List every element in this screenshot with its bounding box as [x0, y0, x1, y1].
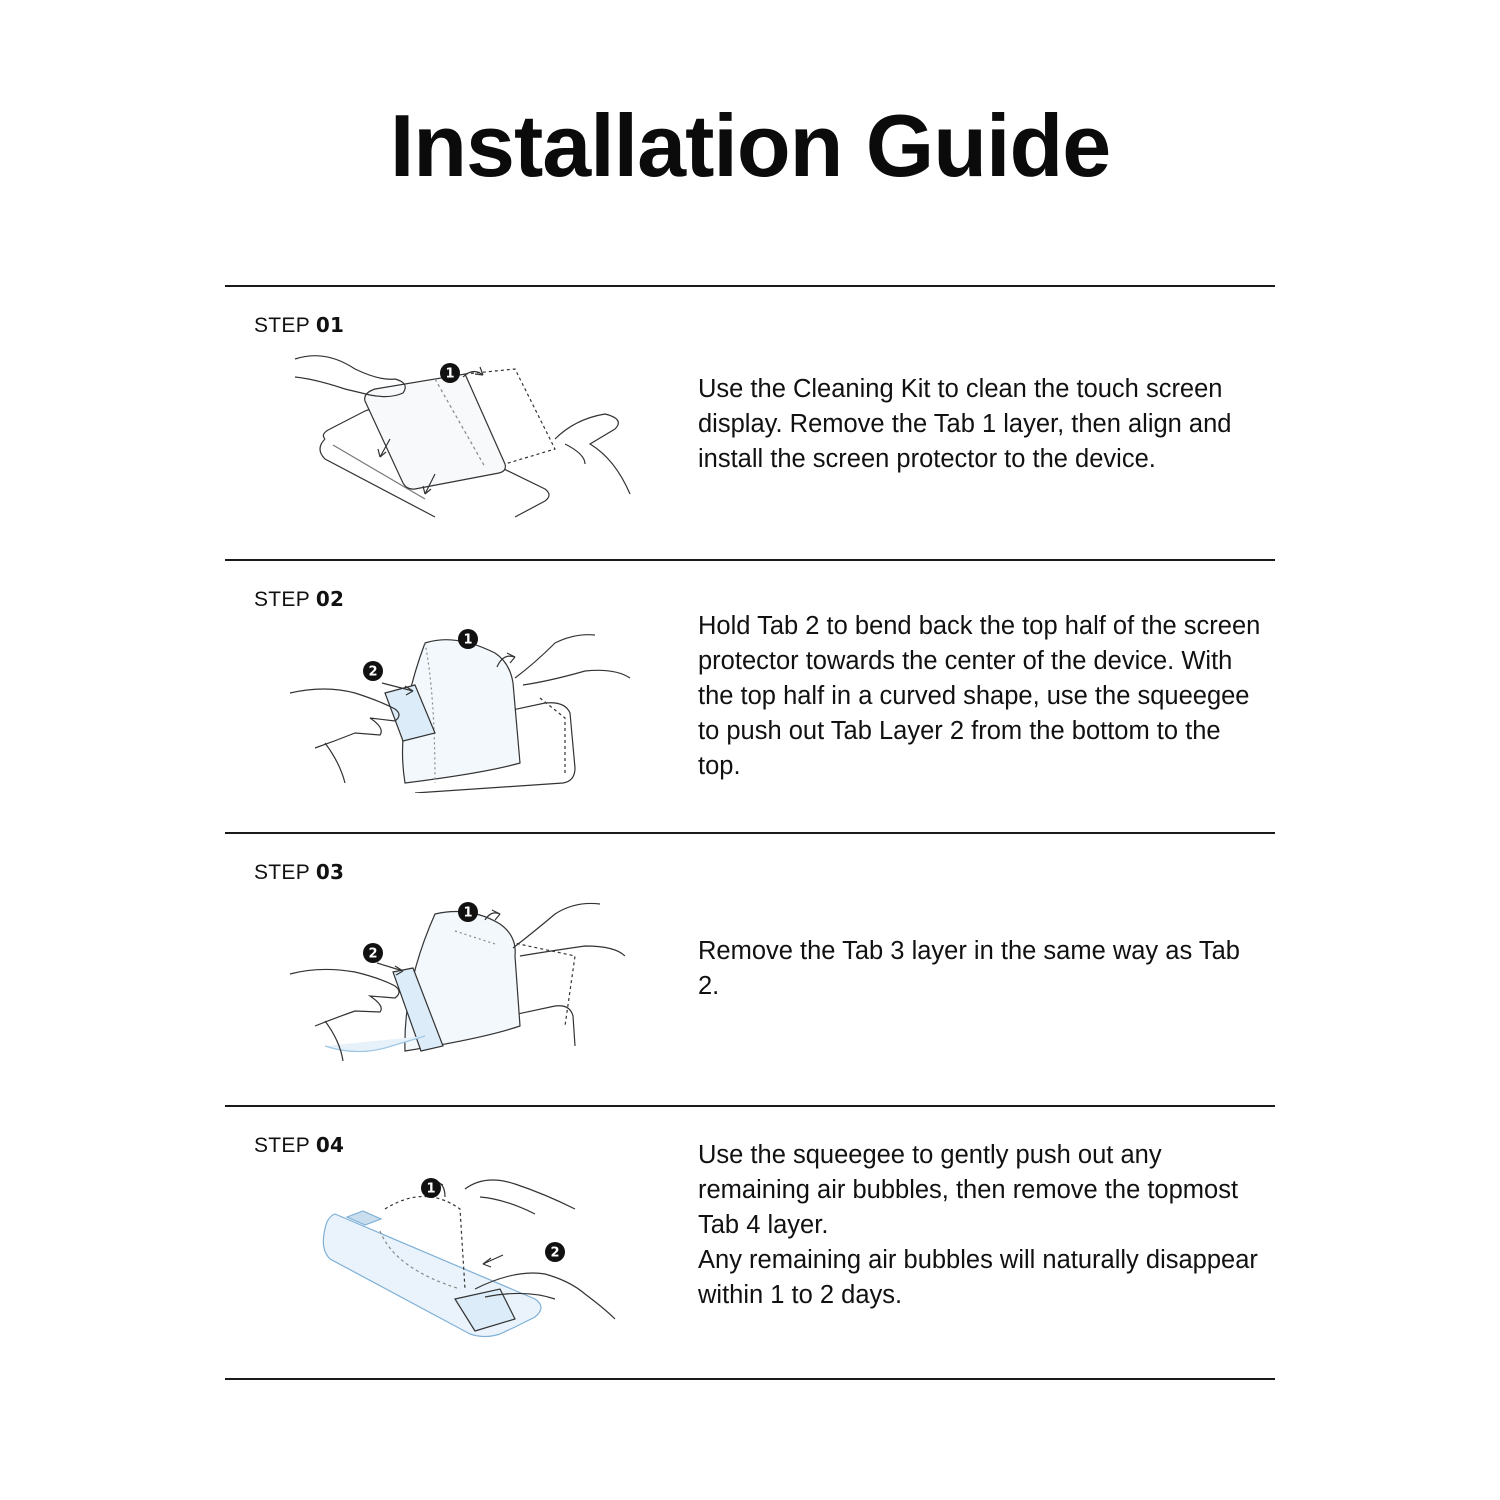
step-04-illustration — [285, 1169, 635, 1339]
step-02 — [225, 561, 1275, 834]
badge-1-text: 1 — [445, 366, 455, 382]
step-description: Remove the Tab 3 layer in the same way as Tab 2. — [698, 937, 1240, 1000]
step-label — [254, 587, 344, 612]
step-prefix: STEP — [254, 1134, 310, 1157]
step-label — [254, 860, 344, 885]
badge-1-text: 1 — [463, 905, 473, 921]
step-number: 01 — [315, 313, 345, 337]
step-03-illustration — [285, 896, 635, 1066]
divider — [225, 1378, 1275, 1380]
step-02-illustration — [285, 623, 635, 793]
step-04 — [225, 1107, 1275, 1380]
step-prefix: STEP — [254, 314, 310, 337]
step-label — [254, 1133, 344, 1158]
badge-2-text: 2 — [368, 946, 378, 962]
step-01 — [225, 287, 1275, 560]
step-number: 02 — [315, 587, 345, 611]
step-prefix: STEP — [254, 861, 310, 884]
step-label — [254, 313, 344, 338]
step-number: 04 — [315, 1133, 345, 1157]
badge-1-text: 1 — [463, 632, 473, 648]
badge-2-text: 2 — [368, 664, 378, 680]
step-description: Use the Cleaning Kit to clean the touch screen display. Remove the Tab 1 layer, then align and install the screen protector to the device. — [698, 375, 1232, 473]
badge-2-text: 2 — [550, 1245, 560, 1261]
step-number: 03 — [315, 860, 345, 884]
step-description: Use the squeegee to gently push out any remaining air bubbles, then remove the topmost Tab 4 layer. Any remaining air bubbles will naturally disappear within 1 to 2 days. — [698, 1141, 1258, 1309]
step-03 — [225, 834, 1275, 1107]
step-description: Hold Tab 2 to bend back the top half of the screen protector towards the center of the device. With the top half in a curved shape, use the squeegee to push out Tab Layer 2 from the bottom to the top. — [698, 612, 1261, 780]
page-title: Installation Guide — [389, 96, 1111, 195]
step-prefix: STEP — [254, 588, 310, 611]
badge-1-text: 1 — [426, 1181, 436, 1197]
step-01-illustration — [285, 349, 635, 519]
